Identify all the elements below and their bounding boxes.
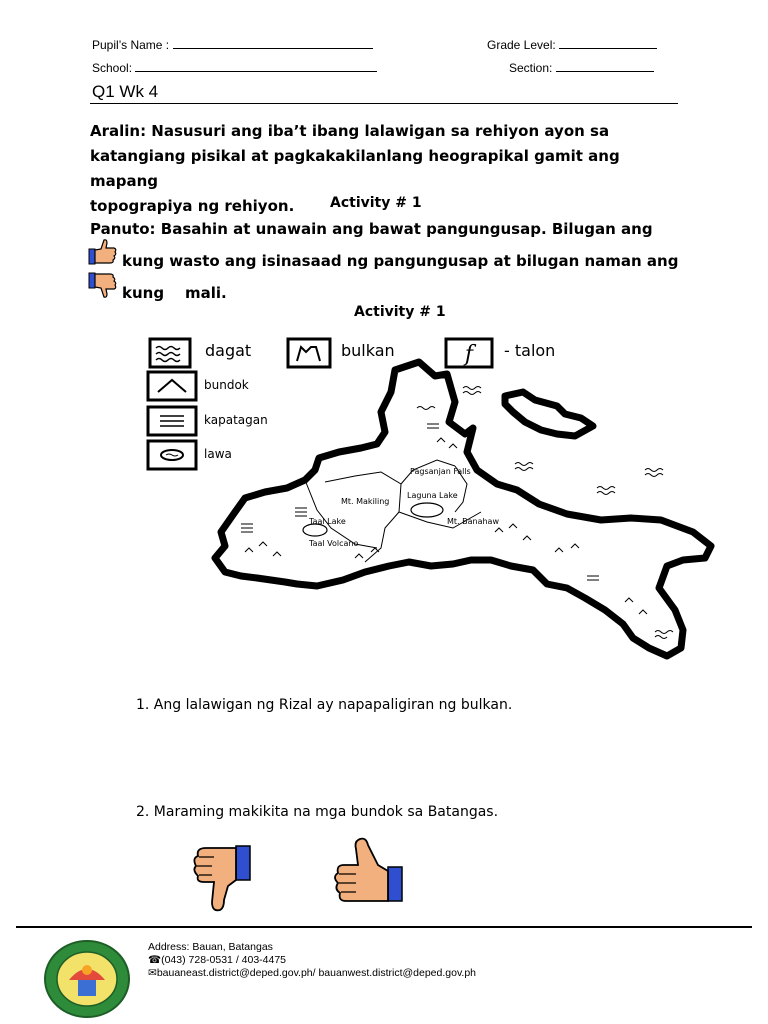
bundok-legend-icon: [146, 370, 198, 402]
taal-volcano-label: Taal Volcano: [309, 539, 359, 548]
section-field: [509, 61, 654, 75]
panuto-line-2: kung wasto ang isinasaad ng pangungusap at bilugan naman ang: [122, 252, 679, 270]
thumbs-up-answer-icon[interactable]: [332, 835, 406, 907]
thumbs-up-icon: [88, 238, 118, 266]
panuto-line-3: kung mali.: [122, 284, 227, 302]
school-blank[interactable]: [135, 71, 377, 72]
school-label: School:: [92, 61, 133, 75]
pupil-name-label: Pupil’s Name :: [92, 38, 170, 52]
pupil-name-blank[interactable]: [173, 48, 373, 49]
laguna-lake-label: Laguna Lake: [407, 491, 458, 500]
bundok-legend-label: bundok: [204, 378, 249, 392]
grade-level-blank[interactable]: [559, 48, 657, 49]
header-divider: [90, 103, 678, 104]
pupil-name-field: [92, 38, 373, 52]
thumbs-down-icon: [88, 271, 118, 299]
grade-level-label: Grade Level:: [487, 38, 556, 52]
taal-lake-label: Taal Lake: [309, 517, 346, 526]
week-label: Q1 Wk 4: [92, 82, 159, 101]
question-2: 2. Maraming makikita na mga bundok sa Batangas.: [136, 804, 499, 820]
thumbs-down-answer-icon[interactable]: [190, 840, 256, 916]
dagat-legend-icon: [148, 337, 192, 369]
footer-phone: (043) 728-0531 / 403-4475: [161, 954, 287, 966]
mt-makiling-label: Mt. Makiling: [341, 497, 390, 506]
grade-level-field: [487, 38, 657, 52]
calabarzon-map: [205, 352, 725, 672]
footer-email[interactable]: bauaneast.district@deped.gov.ph/ bauanwest.district@deped.gov.ph: [156, 967, 477, 979]
aralin-line-3: topograpiya ng rehiyon.: [90, 197, 295, 215]
lawa-legend-icon: [146, 439, 198, 471]
section-label: Section:: [509, 61, 553, 75]
kapatagan-legend-icon: [146, 405, 198, 437]
school-field: [92, 61, 377, 75]
svg-text:f: f: [464, 342, 474, 367]
footer-phone-row: [148, 954, 476, 967]
bulkan-legend-label: bulkan: [341, 341, 395, 360]
footer-email-row: [148, 967, 476, 980]
activity-title-2: Activity # 1: [354, 304, 446, 320]
phone-icon: ☎: [148, 954, 162, 966]
lawa-legend-label: lawa: [204, 447, 232, 461]
aralin-line-1: Aralin: Nasusuri ang iba’t ibang lalawigan sa rehiyon ayon sa: [90, 122, 610, 140]
email-icon: ✉: [148, 967, 157, 979]
aralin-line-2: katangiang pisikal at pagkakakilanlang heograpikal gamit ang mapang: [90, 147, 620, 190]
section-blank[interactable]: [556, 71, 654, 72]
pagsanjan-label: Pagsanjan Falls: [410, 467, 471, 476]
question-1: 1. Ang lalawigan ng Rizal ay napapaligiran ng bulkan.: [136, 697, 513, 713]
panuto-line-1: Panuto: Basahin at unawain ang bawat pangungusap. Bilugan ang: [90, 220, 653, 238]
dagat-legend-label: dagat: [205, 341, 252, 360]
activity-title: Activity # 1: [330, 195, 422, 211]
kapatagan-legend-label: kapatagan: [204, 413, 268, 427]
footer-address: Address: Bauan, Batangas: [148, 941, 273, 953]
district-seal-logo: [44, 940, 130, 1018]
footer-divider: [16, 926, 752, 928]
footer-contact: [148, 941, 476, 980]
talon-legend-label: - talon: [504, 341, 556, 360]
mt-banahaw-label: Mt. Banahaw: [447, 517, 500, 526]
